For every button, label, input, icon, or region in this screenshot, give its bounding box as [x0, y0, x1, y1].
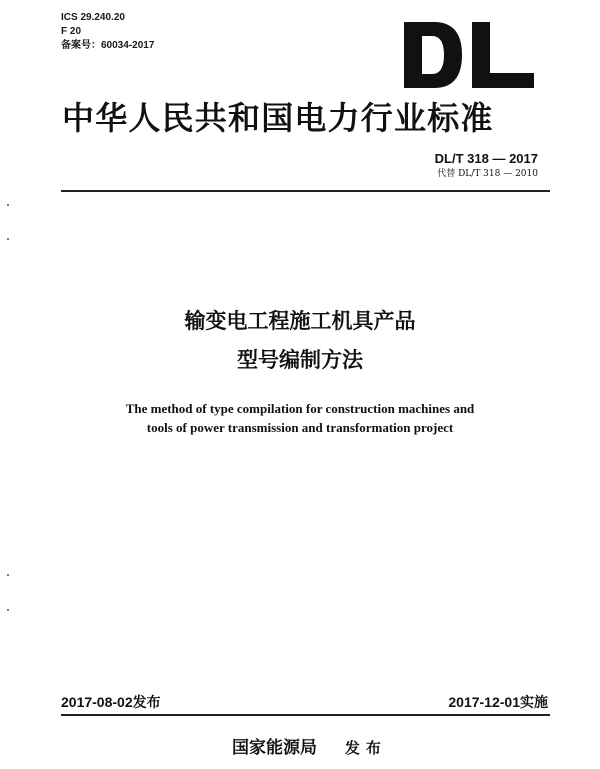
document-title-zh-line1: 输变电工程施工机具产品: [184, 309, 416, 333]
document-title-en-line1: The method of type compilation for construction machines and: [125, 401, 475, 416]
classification-block: [61, 11, 154, 53]
scan-speck: [7, 204, 9, 206]
replaces-note: 代替 DL/T 318 — 2010: [437, 169, 538, 179]
ics-code: ICS 29.240.20: [61, 12, 125, 23]
issuer-action: 发布: [344, 739, 387, 757]
dl-logo-mark: [400, 20, 538, 90]
implementation-date: 2017-12-01实施: [448, 694, 548, 710]
footer-divider: [61, 714, 550, 716]
scan-speck: [7, 574, 9, 576]
dl-logo: [400, 20, 538, 90]
scan-speck: [7, 609, 9, 611]
header-divider: [61, 190, 550, 192]
record-number: 备案号：60034-2017: [61, 40, 155, 51]
document-title-zh-line2: 型号编制方法: [237, 348, 363, 372]
document-title-en-line2: tools of power transmission and transformation project: [146, 420, 454, 435]
issue-date: 2017-08-02发布: [61, 694, 161, 710]
issuer: [232, 737, 387, 759]
scan-speck: [7, 238, 9, 240]
standard-number: DL/T 318 — 2017: [434, 151, 538, 166]
ccs-code: F 20: [61, 26, 82, 37]
issuer-name: 国家能源局: [232, 738, 317, 758]
standard-title: 中华人民共和国电力行业标准: [62, 99, 494, 137]
